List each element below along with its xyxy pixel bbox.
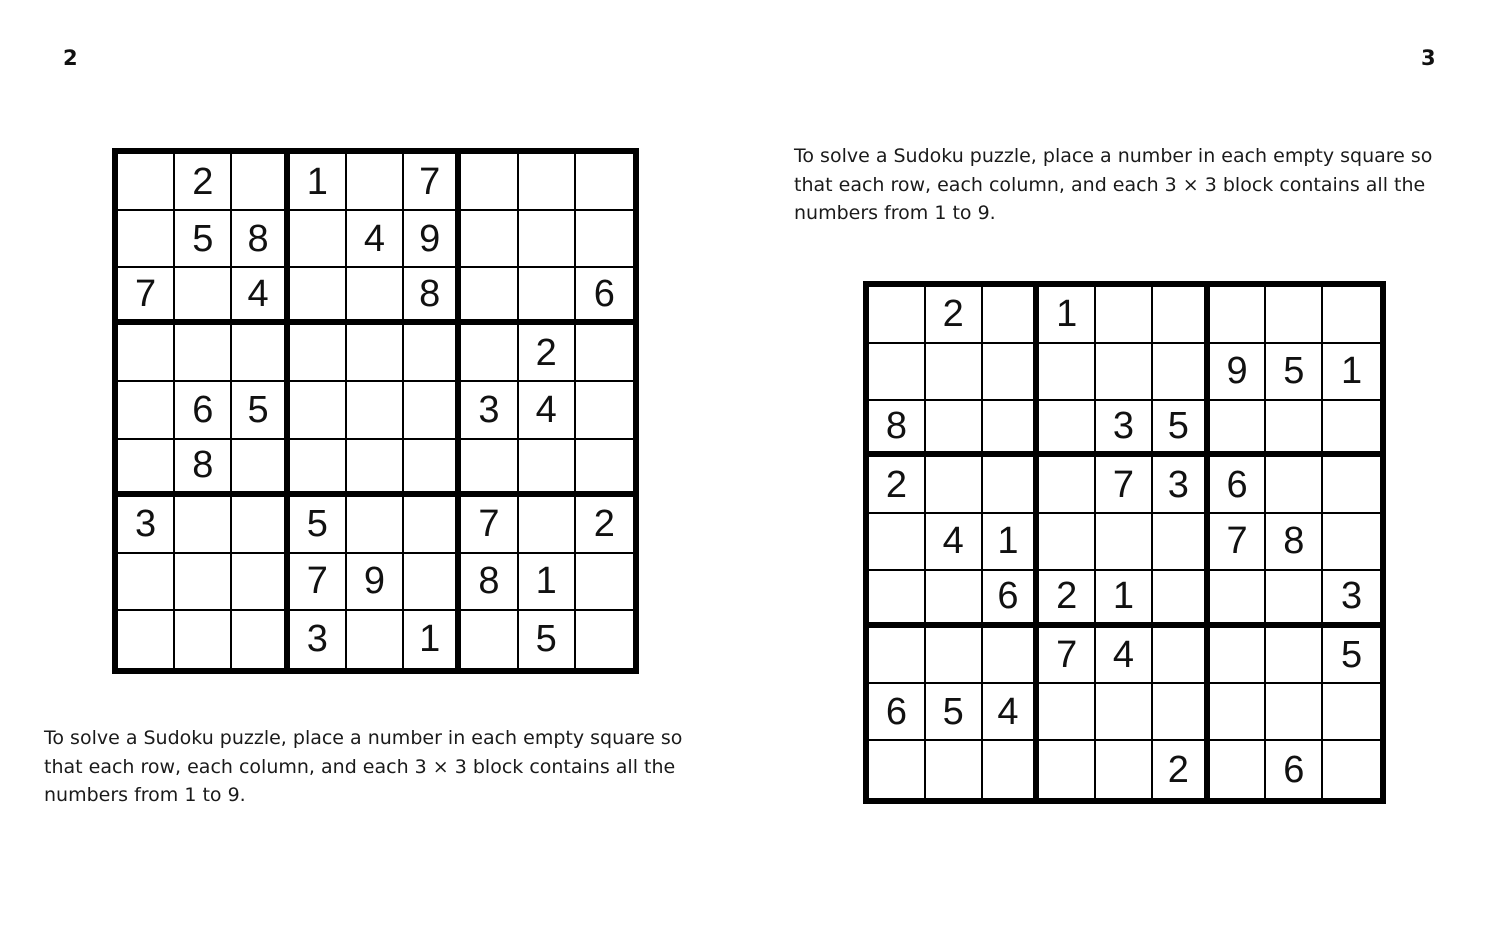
sudoku-cell: 1: [519, 554, 576, 611]
sudoku-cell: 5: [1266, 344, 1323, 401]
instruction-line: numbers from 1 to 9.: [44, 784, 246, 807]
sudoku-cell[interactable]: [290, 211, 347, 268]
sudoku-cell[interactable]: [1323, 741, 1380, 798]
sudoku-cell[interactable]: [1153, 684, 1210, 741]
sudoku-cell[interactable]: [290, 382, 347, 439]
sudoku-cell[interactable]: [983, 344, 1040, 401]
sudoku-cell: 3: [290, 611, 347, 668]
sudoku-cell[interactable]: [1096, 287, 1153, 344]
sudoku-cell[interactable]: [1266, 628, 1323, 685]
sudoku-cell[interactable]: [461, 211, 518, 268]
sudoku-cell: 2: [869, 457, 926, 514]
sudoku-cell: 9: [1210, 344, 1267, 401]
sudoku-cell: 3: [1323, 571, 1380, 628]
sudoku-cell: 4: [519, 382, 576, 439]
sudoku-cell: 6: [983, 571, 1040, 628]
sudoku-cell[interactable]: [118, 325, 175, 382]
sudoku-cell: 2: [576, 497, 633, 554]
sudoku-cell[interactable]: [347, 497, 404, 554]
sudoku-cell: 5: [519, 611, 576, 668]
sudoku-cell[interactable]: [983, 628, 1040, 685]
sudoku-grid-left: [112, 148, 639, 674]
sudoku-cell: 1: [290, 154, 347, 211]
sudoku-cell[interactable]: [926, 628, 983, 685]
instructions-left: [44, 724, 682, 810]
sudoku-cell[interactable]: [1323, 514, 1380, 571]
sudoku-cell[interactable]: [118, 611, 175, 668]
sudoku-cell[interactable]: [576, 611, 633, 668]
sudoku-grid-right: [863, 281, 1386, 804]
sudoku-cell[interactable]: [232, 440, 289, 497]
sudoku-cell: 4: [232, 268, 289, 325]
sudoku-cell[interactable]: [983, 741, 1040, 798]
sudoku-cell: 1: [1323, 344, 1380, 401]
sudoku-cell: 7: [404, 154, 461, 211]
instruction-line: numbers from 1 to 9.: [794, 202, 996, 225]
sudoku-cell: 8: [1266, 514, 1323, 571]
sudoku-cell[interactable]: [1266, 287, 1323, 344]
sudoku-cell[interactable]: [118, 211, 175, 268]
sudoku-cell: 3: [118, 497, 175, 554]
sudoku-cell: 2: [175, 154, 232, 211]
sudoku-cell[interactable]: [926, 344, 983, 401]
sudoku-cell[interactable]: [1096, 684, 1153, 741]
sudoku-cell[interactable]: [347, 325, 404, 382]
sudoku-cell[interactable]: [118, 554, 175, 611]
sudoku-cell: 6: [869, 684, 926, 741]
sudoku-cell[interactable]: [347, 382, 404, 439]
sudoku-cell[interactable]: [926, 741, 983, 798]
sudoku-cell[interactable]: [404, 382, 461, 439]
sudoku-cell[interactable]: [1323, 457, 1380, 514]
sudoku-cell[interactable]: [1039, 514, 1096, 571]
sudoku-cell[interactable]: [519, 497, 576, 554]
sudoku-cell[interactable]: [983, 457, 1040, 514]
sudoku-cell: 7: [1096, 457, 1153, 514]
sudoku-cell[interactable]: [1210, 287, 1267, 344]
instruction-line: that each row, each column, and each 3 × 3 block contains all the: [44, 755, 676, 778]
sudoku-cell: 5: [232, 382, 289, 439]
sudoku-cell[interactable]: [290, 325, 347, 382]
sudoku-cell[interactable]: [461, 154, 518, 211]
sudoku-cell[interactable]: [175, 325, 232, 382]
sudoku-cell[interactable]: [1096, 741, 1153, 798]
sudoku-cell[interactable]: [576, 154, 633, 211]
sudoku-cell: 4: [926, 514, 983, 571]
sudoku-cell[interactable]: [926, 401, 983, 458]
sudoku-cell[interactable]: [1153, 344, 1210, 401]
sudoku-cell[interactable]: [175, 611, 232, 668]
sudoku-cell[interactable]: [118, 382, 175, 439]
sudoku-cell: 5: [290, 497, 347, 554]
sudoku-cell[interactable]: [926, 571, 983, 628]
sudoku-cell: 3: [1096, 401, 1153, 458]
sudoku-cell: 1: [404, 611, 461, 668]
sudoku-cell: 4: [1096, 628, 1153, 685]
sudoku-cell[interactable]: [404, 440, 461, 497]
page-number-right: 3: [1421, 46, 1436, 70]
sudoku-cell[interactable]: [1039, 684, 1096, 741]
sudoku-cell[interactable]: [1266, 401, 1323, 458]
sudoku-cell: 3: [1153, 457, 1210, 514]
sudoku-cell[interactable]: [1210, 401, 1267, 458]
sudoku-cell[interactable]: [347, 268, 404, 325]
sudoku-cell: 5: [1153, 401, 1210, 458]
sudoku-cell[interactable]: [1096, 514, 1153, 571]
sudoku-cell: 7: [1039, 628, 1096, 685]
sudoku-cell: 4: [983, 684, 1040, 741]
sudoku-cell[interactable]: [118, 440, 175, 497]
sudoku-cell[interactable]: [576, 211, 633, 268]
sudoku-cell[interactable]: [1039, 401, 1096, 458]
sudoku-cell[interactable]: [1323, 287, 1380, 344]
sudoku-cell: 5: [1323, 628, 1380, 685]
sudoku-cell[interactable]: [290, 268, 347, 325]
sudoku-cell: 2: [926, 287, 983, 344]
sudoku-cell[interactable]: [232, 154, 289, 211]
sudoku-cell[interactable]: [347, 611, 404, 668]
sudoku-cell[interactable]: [232, 325, 289, 382]
sudoku-cell: 5: [926, 684, 983, 741]
sudoku-cell: 8: [461, 554, 518, 611]
sudoku-cell[interactable]: [175, 268, 232, 325]
sudoku-cell[interactable]: [576, 554, 633, 611]
sudoku-cell[interactable]: [1039, 457, 1096, 514]
sudoku-cell[interactable]: [404, 554, 461, 611]
sudoku-cell: 2: [1039, 571, 1096, 628]
sudoku-cell[interactable]: [869, 741, 926, 798]
sudoku-cell[interactable]: [576, 440, 633, 497]
sudoku-cell[interactable]: [519, 154, 576, 211]
sudoku-cell: 5: [175, 211, 232, 268]
sudoku-cell: 4: [347, 211, 404, 268]
sudoku-cell[interactable]: [461, 325, 518, 382]
sudoku-cell[interactable]: [869, 628, 926, 685]
sudoku-cell[interactable]: [869, 514, 926, 571]
sudoku-cell[interactable]: [1210, 571, 1267, 628]
sudoku-cell[interactable]: [926, 457, 983, 514]
sudoku-cell: 6: [576, 268, 633, 325]
sudoku-cell[interactable]: [519, 211, 576, 268]
sudoku-cell[interactable]: [347, 440, 404, 497]
sudoku-cell[interactable]: [461, 268, 518, 325]
sudoku-cell: 2: [1153, 741, 1210, 798]
sudoku-cell[interactable]: [1266, 684, 1323, 741]
sudoku-cell[interactable]: [347, 154, 404, 211]
sudoku-cell[interactable]: [118, 154, 175, 211]
sudoku-cell: 3: [461, 382, 518, 439]
sudoku-cell: 6: [1210, 457, 1267, 514]
sudoku-cell[interactable]: [461, 440, 518, 497]
sudoku-cell[interactable]: [1153, 287, 1210, 344]
sudoku-cell[interactable]: [1323, 684, 1380, 741]
instruction-line: To solve a Sudoku puzzle, place a number in each empty square so: [794, 145, 1433, 167]
sudoku-cell[interactable]: [1039, 344, 1096, 401]
sudoku-cell[interactable]: [1210, 741, 1267, 798]
sudoku-cell: 7: [1210, 514, 1267, 571]
sudoku-cell[interactable]: [404, 325, 461, 382]
sudoku-cell[interactable]: [576, 382, 633, 439]
sudoku-cell[interactable]: [869, 287, 926, 344]
sudoku-cell[interactable]: [1210, 628, 1267, 685]
sudoku-cell: 8: [232, 211, 289, 268]
sudoku-cell: 8: [175, 440, 232, 497]
sudoku-cell[interactable]: [1153, 571, 1210, 628]
sudoku-cell: 7: [118, 268, 175, 325]
instructions-right: [794, 142, 1432, 228]
sudoku-cell: 1: [1039, 287, 1096, 344]
sudoku-cell: 1: [983, 514, 1040, 571]
sudoku-cell[interactable]: [232, 554, 289, 611]
sudoku-cell: 9: [404, 211, 461, 268]
sudoku-cell[interactable]: [1266, 571, 1323, 628]
sudoku-cell: 1: [1096, 571, 1153, 628]
sudoku-cell[interactable]: [175, 497, 232, 554]
sudoku-cell[interactable]: [1039, 741, 1096, 798]
sudoku-cell[interactable]: [1096, 344, 1153, 401]
sudoku-cell: 6: [1266, 741, 1323, 798]
sudoku-cell[interactable]: [983, 287, 1040, 344]
sudoku-cell: 6: [175, 382, 232, 439]
sudoku-cell[interactable]: [576, 325, 633, 382]
sudoku-cell: 8: [869, 401, 926, 458]
sudoku-cell: 8: [404, 268, 461, 325]
sudoku-cell[interactable]: [290, 440, 347, 497]
sudoku-cell[interactable]: [869, 571, 926, 628]
sudoku-cell[interactable]: [461, 611, 518, 668]
sudoku-cell[interactable]: [519, 268, 576, 325]
instruction-line: that each row, each column, and each 3 × 3 block contains all the: [794, 173, 1426, 196]
sudoku-cell[interactable]: [1153, 628, 1210, 685]
sudoku-cell[interactable]: [1323, 401, 1380, 458]
sudoku-cell[interactable]: [519, 440, 576, 497]
sudoku-cell: 9: [347, 554, 404, 611]
sudoku-cell[interactable]: [869, 344, 926, 401]
sudoku-cell: 2: [519, 325, 576, 382]
sudoku-cell[interactable]: [983, 401, 1040, 458]
page-number-left: 2: [63, 46, 78, 70]
sudoku-cell: 7: [461, 497, 518, 554]
sudoku-cell[interactable]: [1210, 684, 1267, 741]
sudoku-cell[interactable]: [404, 497, 461, 554]
instruction-line: To solve a Sudoku puzzle, place a number in each empty square so: [44, 727, 683, 749]
sudoku-cell[interactable]: [232, 611, 289, 668]
sudoku-cell[interactable]: [1266, 457, 1323, 514]
sudoku-cell[interactable]: [175, 554, 232, 611]
sudoku-cell: 7: [290, 554, 347, 611]
sudoku-cell[interactable]: [1153, 514, 1210, 571]
sudoku-cell[interactable]: [232, 497, 289, 554]
